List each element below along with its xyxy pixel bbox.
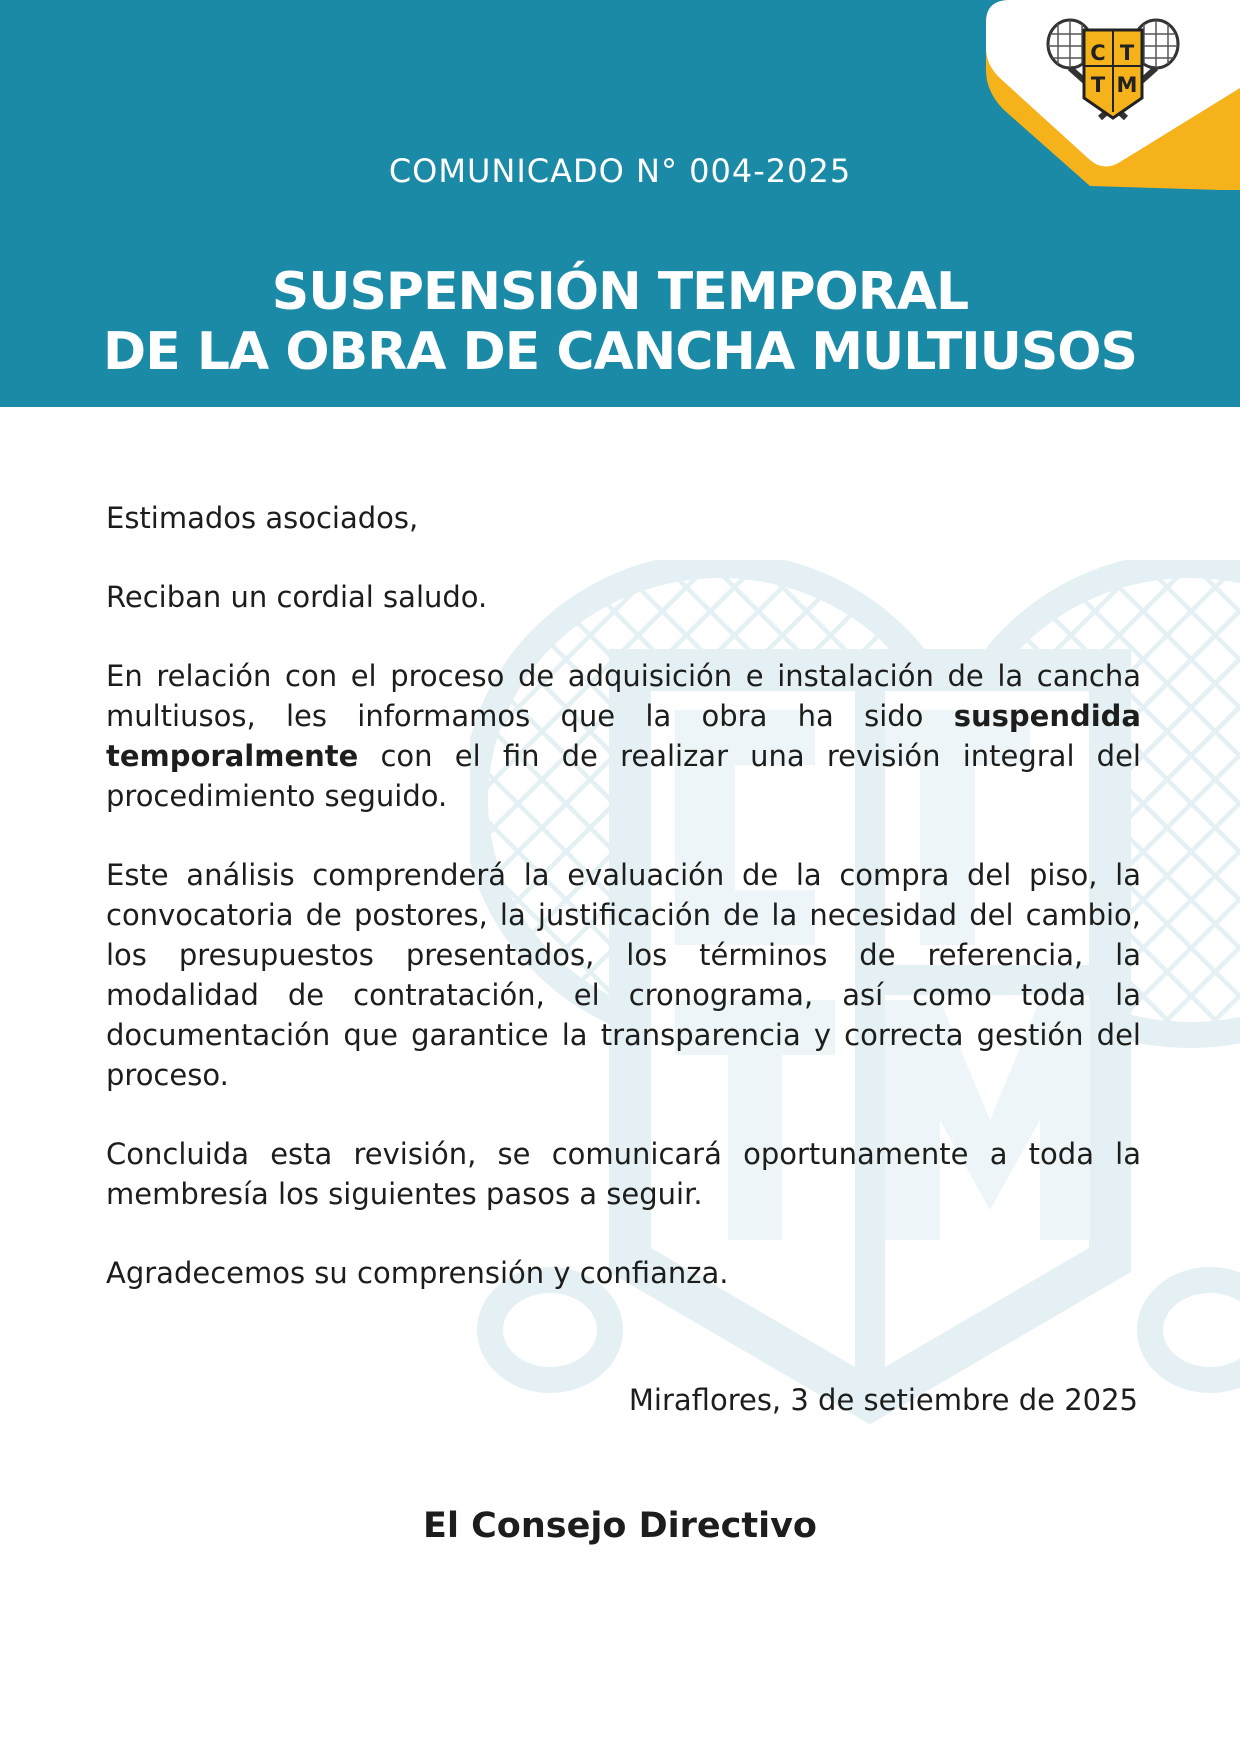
greeting: Estimados asociados, — [106, 501, 419, 535]
paragraph-1-text: En relación con el proceso de adquisición e instalación de la cancha multiusos, les informamos que la obra ha sido — [106, 659, 1141, 733]
page-title — [60, 262, 1180, 382]
logo-letter-m: M — [1116, 73, 1138, 97]
paragraph-suspension — [106, 656, 1141, 816]
paragraph-1-emphasis: suspendida temporalmente — [106, 699, 1141, 773]
communique-number: COMUNICADO N° 004-2025 — [388, 152, 852, 190]
title-line-2: DE LA OBRA DE CANCHA MULTIUSOS — [103, 322, 1137, 382]
logo-letter-c: C — [1090, 41, 1106, 65]
title-line-1: SUSPENSIÓN TEMPORAL — [271, 262, 969, 322]
logo-badge — [980, 0, 1240, 190]
paragraph-conclusion: Concluida esta revisión, se comunicará oportunamente a toda la membresía los siguientes pasos a seguir. — [106, 1137, 1141, 1211]
paragraph-analysis: Este análisis comprenderá la evaluación de la compra del piso, la convocatoria de postores, la justificación de la necesidad del cambio, los presupuestos presentados, los términos de referencia, la modalidad de contratación, el cronograma, así como toda la documentación que garantice la transparencia y correcta gestión del proceso. — [106, 858, 1141, 1092]
letter-body — [106, 498, 1141, 1332]
paragraph-1-text-end: con el fin de realizar una revisión integral del procedimiento seguido. — [106, 739, 1141, 813]
logo-letter-t1: T — [1119, 41, 1135, 65]
salutation: Reciban un cordial saludo. — [106, 580, 488, 614]
logo-letter-t2: T — [1090, 73, 1106, 97]
signature: El Consejo Directivo — [423, 1506, 817, 1546]
closing-line: Agradecemos su comprensión y confianza. — [106, 1256, 729, 1290]
letter-date: Miraflores, 3 de setiembre de 2025 — [628, 1383, 1138, 1417]
